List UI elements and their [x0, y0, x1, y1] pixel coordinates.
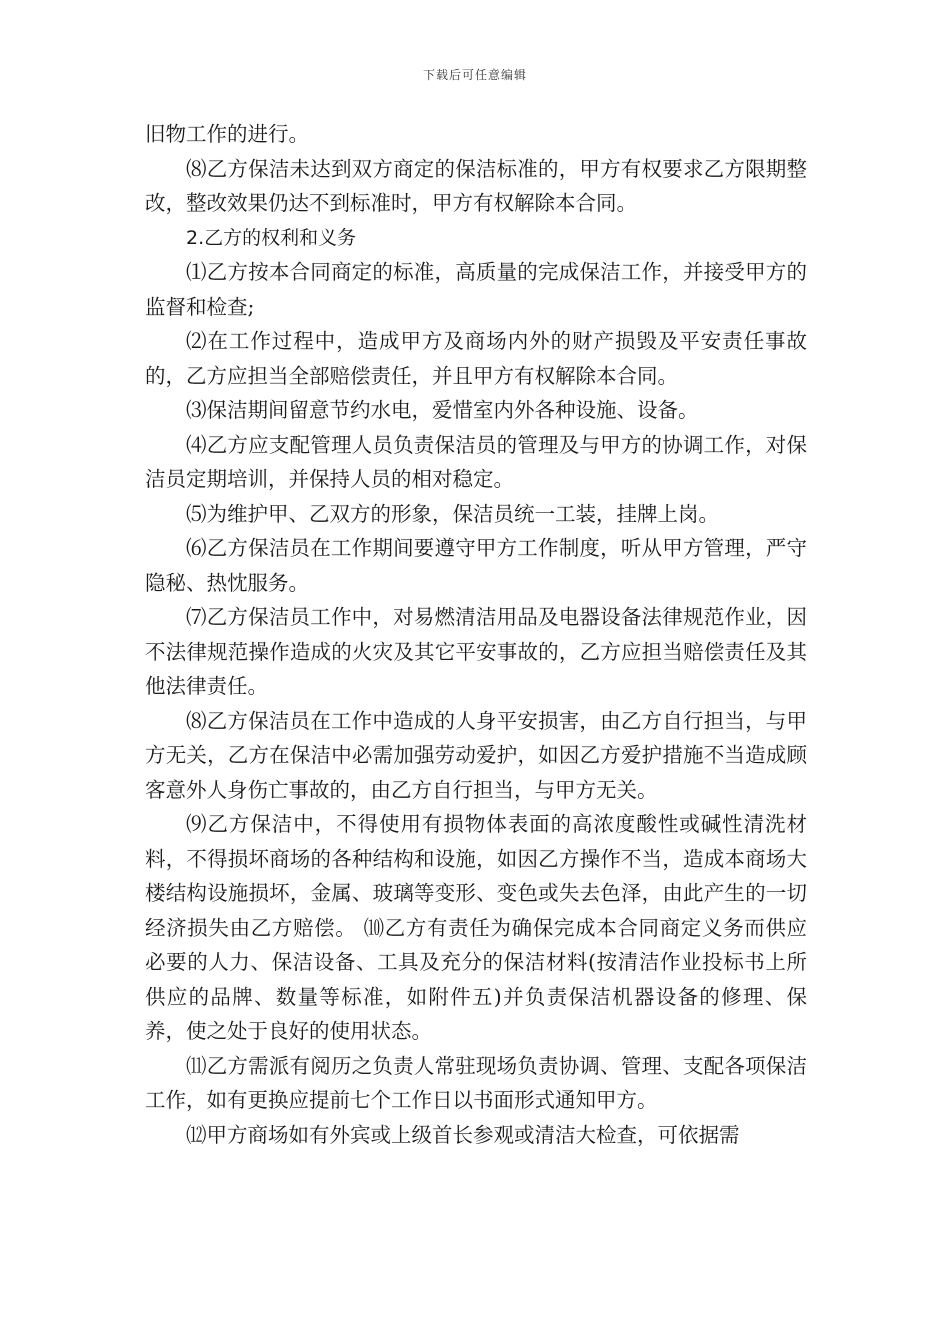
paragraph-clause-8b: ⑻乙方保洁员在工作中造成的人身平安损害，由乙方自行担当，与甲方无关，乙方在保洁中必需加强劳动爱护，如因乙方爱护措施不当造成顾客意外人身伤亡事故的，由乙方自行担当，与甲方无关。: [145, 708, 807, 802]
paragraph-clause-8: ⑻乙方保洁未达到双方商定的保洁标准的，甲方有权要求乙方限期整改，整改效果仍达不到标准时，甲方有权解除本合同。: [145, 156, 807, 215]
paragraph-clause-7: ⑺乙方保洁员工作中，对易燃清洁用品及电器设备法律规范作业，因不法律规范操作造成的火灾及其它平安事故的，乙方应担当赔偿责任及其他法律责任。: [145, 605, 807, 698]
paragraph-clause-11: ⑾乙方需派有阅历之负责人常驻现场负责协调、管理、支配各项保洁工作，如有更换应提前七个工作日以书面形式通知甲方。: [145, 1053, 807, 1112]
paragraph-clause-5: ⑸为维护甲、乙双方的形象，保洁员统一工装，挂牌上岗。: [186, 501, 719, 526]
paragraph-clause-6: ⑹乙方保洁员在工作期间要遵守甲方工作制度，听从甲方管理，严守隐秘、热忱服务。: [145, 536, 807, 595]
paragraph-clause-1: ⑴乙方按本合同商定的标准，高质量的完成保洁工作，并接受甲方的监督和检查;: [145, 260, 807, 319]
document-body: [145, 117, 807, 1152]
paragraph-continuation: 旧物工作的进行。: [145, 122, 309, 146]
paragraph-clause-4: ⑷乙方应支配管理人员负责保洁员的管理及与甲方的协调工作，对保洁员定期培训，并保持人员的相对稳定。: [145, 432, 807, 491]
paragraph-clause-12: ⑿甲方商场如有外宾或上级首长参观或清洁大检查，可依据需: [186, 1122, 740, 1147]
section-heading: 2.乙方的权利和义务: [186, 226, 357, 249]
paragraph-clause-9-10: ⑼乙方保洁中，不得使用有损物体表面的高浓度酸性或碱性清洗材料，不得损坏商场的各种结构和设施，如因乙方操作不当，造成本商场大楼结构设施损坏，金属、玻璃等变形、变色或失去色泽，由此产生的一切经济损失由乙方赔偿。 ⑽乙方有责任为确保完成本合同商定义务而供应必要的人力、保洁设备、工具及充分的保洁材料(按清洁作业投标书上所供应的品牌、数量等标准，如附件五)并负责保洁机器设备的修理、保养，使之处于良好的使用状态。: [145, 812, 807, 1043]
paragraph-clause-3: ⑶保洁期间留意节约水电，爱惜室内外各种设施、设备。: [186, 398, 699, 422]
paragraph-clause-2: ⑵在工作过程中，造成甲方及商场内外的财产损毁及平安责任事故的，乙方应担当全部赔偿责任，并且甲方有权解除本合同。: [145, 329, 807, 388]
page-header: 下载后可任意编辑: [422, 68, 527, 82]
